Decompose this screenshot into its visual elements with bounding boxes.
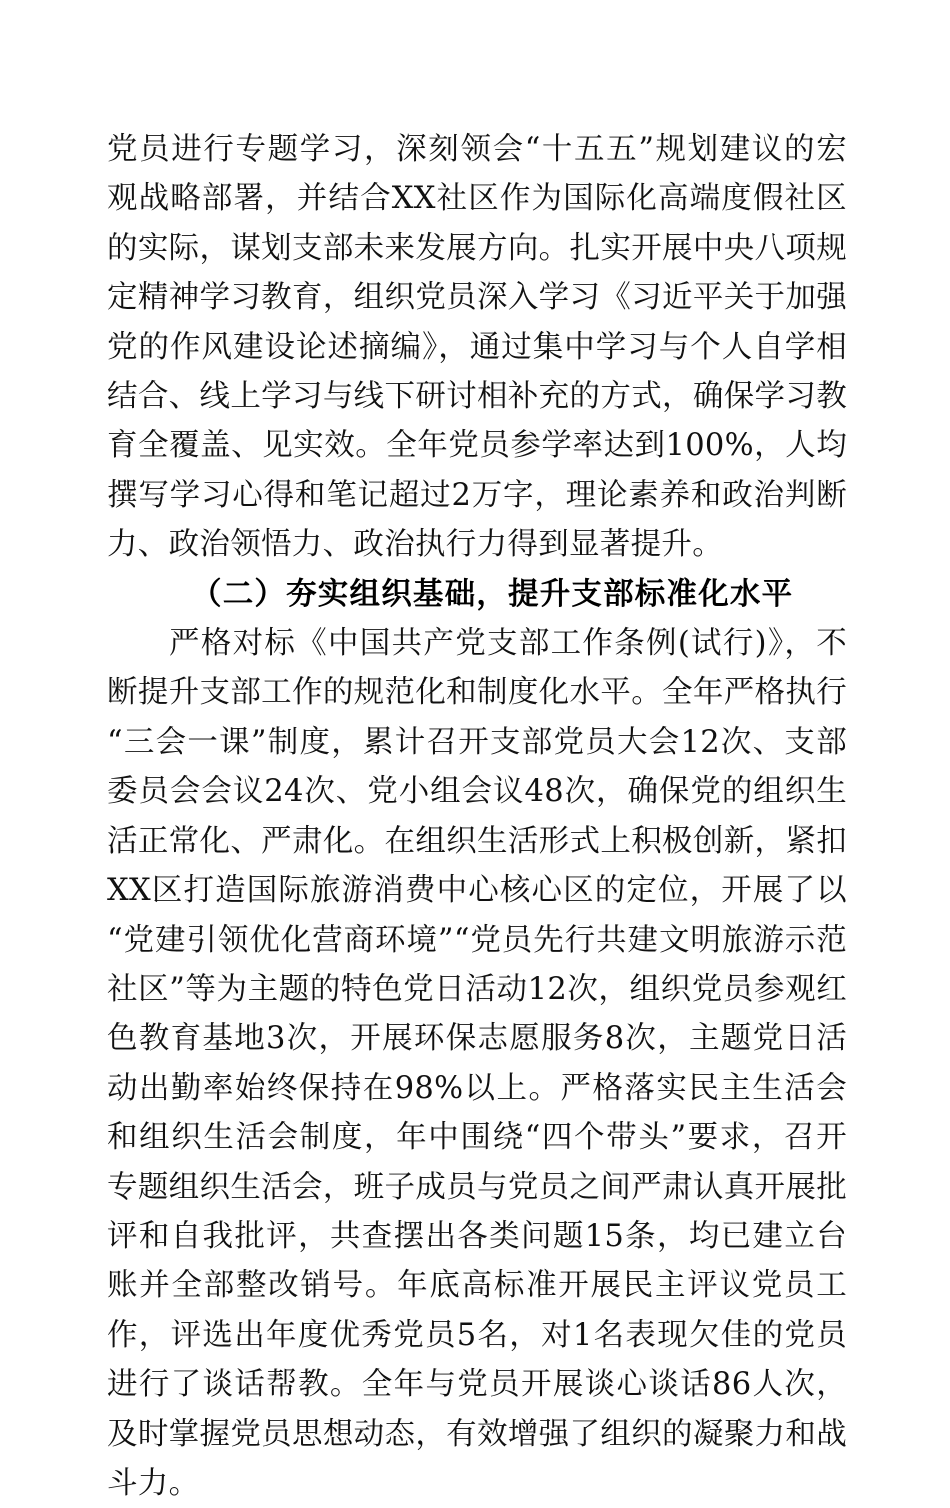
paragraph-branch-standardization: 严格对标《中国共产党支部工作条例(试行)》，不断提升支部工作的规范化和制度化水平。全年严格执行“三会一课”制度，累计召开支部党员大会12次、支部委员会会议24次、党小组会议48次，确保党的组织生活正常化、严肃化。在组织生活形式上积极创新，紧扣XX区打造国际旅游消费中心核心区的定位，开展了以“党建引领优化营商环境”“党员先行共建文明旅游示范社区”等为主题的特色党日活动12次，组织党员参观红色教育基地3次，开展环保志愿服务8次，主题党日活动出勤率始终保持在98%以上。严格落实民主生活会和组织生活会制度，年中围绕“四个带头”要求，召开专题组织生活会，班子成员与党员之间严肃认真开展批评和自我批评，共查摆出各类问题15条，均已建立台账并全部整改销号。年底高标准开展民主评议党员工作，评选出年度优秀党员5名，对1名表现欠佳的党员进行了谈话帮教。全年与党员开展谈心谈话86人次，及时掌握党员思想动态，有效增强了组织的凝聚力和战斗力。 xyxy=(107,626,847,1501)
section-heading-organizational-foundation: （二）夯实组织基础，提升支部标准化水平 xyxy=(191,575,794,612)
document-body xyxy=(107,125,847,1508)
paragraph-study-education: 党员进行专题学习，深刻领会“十五五”规划建议的宏观战略部署，并结合XX社区作为国际化高端度假社区的实际，谋划支部未来发展方向。扎实开展中央八项规定精神学习教育，组织党员深入学习《习近平关于加强党的作风建设论述摘编》，通过集中学习与个人自学相结合、线上学习与线下研讨相补充的方式，确保学习教育全覆盖、见实效。全年党员参学率达到100%，人均撰写学习心得和笔记超过2万字，理论素养和政治判断力、政治领悟力、政治执行力得到显著提升。 xyxy=(107,132,847,563)
